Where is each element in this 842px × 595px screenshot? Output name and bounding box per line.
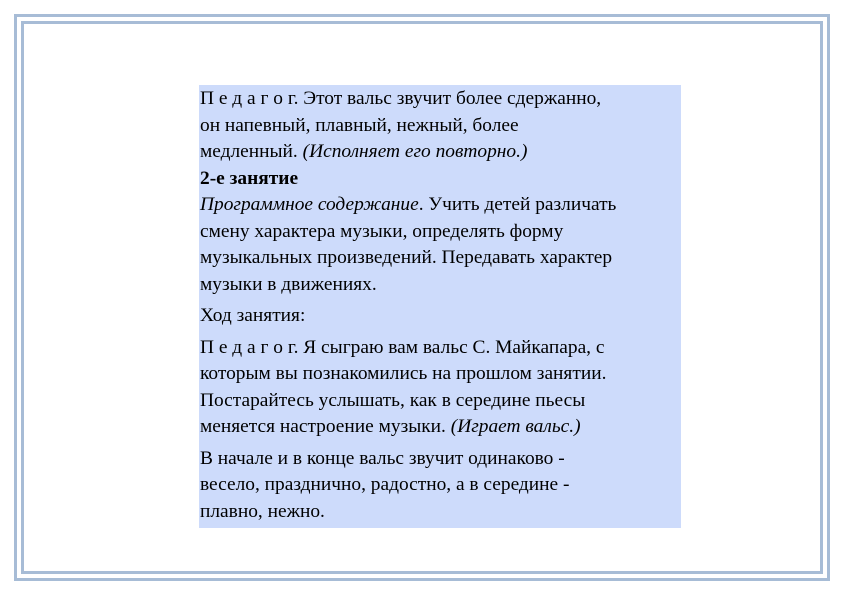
text-run: которым вы познакомились на прошлом занятии.	[200, 363, 607, 384]
text-run: медленный.	[200, 141, 303, 162]
paragraph	[200, 166, 681, 193]
text-line	[200, 446, 681, 473]
text-block	[199, 85, 681, 528]
text-run: плавно, нежно.	[200, 500, 325, 522]
paragraph	[200, 86, 681, 166]
paragraph	[200, 335, 681, 441]
text-line	[200, 86, 681, 113]
text-line	[200, 113, 681, 140]
text-line	[200, 303, 681, 330]
paragraph	[200, 446, 681, 526]
text-run: музыкальных произведений. Передавать характер	[200, 247, 613, 268]
text-run: Постарайтесь услышать, как в середине пьесы	[200, 389, 586, 411]
paragraph	[200, 192, 681, 298]
text-run: весело, празднично, радостно, а в середине -	[200, 474, 570, 495]
text-line	[200, 272, 681, 299]
italic-text: (Играет вальс.)	[450, 416, 581, 437]
text-line	[200, 192, 681, 219]
text-run: он напевный, плавный, нежный, более	[200, 114, 519, 136]
italic-text: Программное содержание	[200, 194, 419, 215]
text-run: П е д а г о г. Я сыграю вам вальс С. Майкапара, с	[200, 336, 605, 358]
text-line	[200, 219, 681, 246]
paragraph	[200, 303, 681, 330]
text-line	[200, 361, 681, 388]
text-run: Ход занятия:	[200, 305, 306, 326]
text-line	[200, 335, 681, 362]
text-line	[200, 245, 681, 272]
text-run: П е д а г о г. Этот вальс звучит более сдержанно,	[200, 88, 602, 109]
text-run: В начале и в конце вальс звучит одинаково -	[200, 447, 565, 469]
text-run: музыки в движениях.	[200, 273, 377, 295]
text-line	[200, 166, 681, 193]
text-run: . Учить детей различать	[418, 194, 617, 215]
text-run: меняется настроение музыки.	[200, 416, 451, 437]
text-line	[200, 139, 681, 166]
text-line	[200, 414, 681, 441]
text-line	[200, 388, 681, 415]
italic-text: (Исполняет его повторно.)	[302, 141, 528, 162]
text-run: смену характера музыки, определять форму	[200, 220, 564, 242]
section-heading: 2-е занятие	[200, 167, 299, 189]
text-line	[200, 472, 681, 499]
text-line	[200, 499, 681, 526]
